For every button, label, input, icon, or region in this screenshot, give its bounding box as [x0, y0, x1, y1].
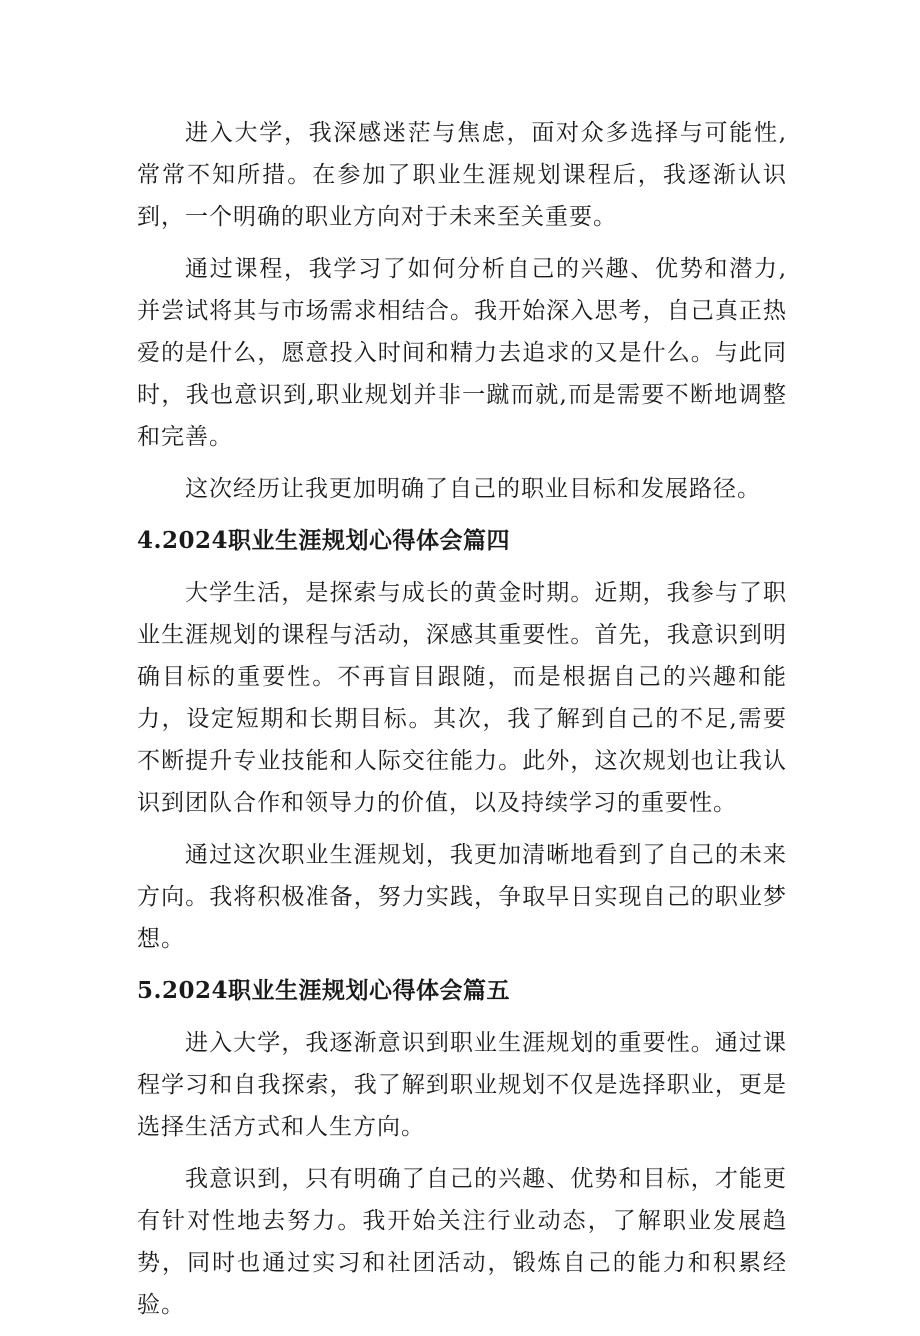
paragraph: 通过这次职业生涯规划，我更加清晰地看到了自己的未来方向。我将积极准备，努力实践，争取早日实现自己的职业梦想。 [137, 842, 787, 952]
paragraph: 进入大学，我深感迷茫与焦虑，面对众多选择与可能性,常常不知所措。在参加了职业生涯规划课程后，我逐渐认识到，一个明确的职业方向对于未来至关重要。 [137, 120, 787, 230]
paragraph: 通过课程，我学习了如何分析自己的兴趣、优势和潜力,并尝试将其与市场需求相结合。我开始深入思考，自己真正热爱的是什么，愿意投入时间和精力去追求的又是什么。与此同时，我也意识到,职业规划并非一蹴而就,而是需要不断地调整和完善。 [137, 256, 787, 450]
section-heading-5: 5.2024职业生涯规划心得体会篇五 [137, 977, 511, 1004]
section-heading-4: 4.2024职业生涯规划心得体会篇四 [137, 527, 511, 554]
paragraph: 进入大学，我逐渐意识到职业生涯规划的重要性。通过课程学习和自我探索，我了解到职业规划不仅是选择职业，更是选择生活方式和人生方向。 [137, 1030, 787, 1140]
paragraph: 这次经历让我更加明确了自己的职业目标和发展路径。 [185, 476, 761, 502]
paragraph: 我意识到，只有明确了自己的兴趣、优势和目标，才能更有针对性地去努力。我开始关注行业动态，了解职业发展趋势，同时也通过实习和社团活动，锻炼自己的能力和积累经验。 [137, 1166, 787, 1318]
document-body [137, 112, 787, 1336]
paragraph: 大学生活，是探索与成长的黄金时期。近期，我参与了职业生涯规划的课程与活动，深感其重要性。首先，我意识到明确目标的重要性。不再盲目跟随，而是根据自己的兴趣和能力，设定短期和长期目标。其次，我了解到自己的不足,需要不断提升专业技能和人际交往能力。此外，这次规划也让我认识到团队合作和领导力的价值，以及持续学习的重要性。 [137, 580, 787, 816]
